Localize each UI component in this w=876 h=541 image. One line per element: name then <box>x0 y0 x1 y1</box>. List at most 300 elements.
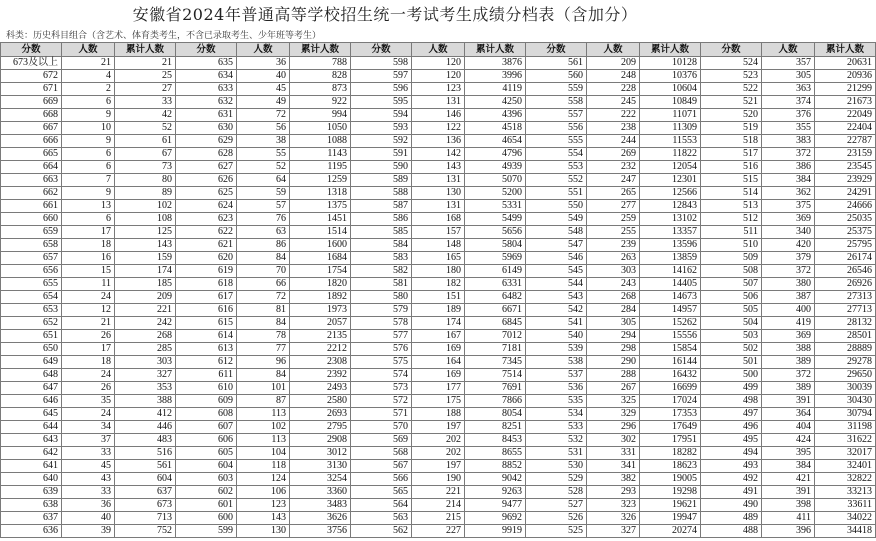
cumulative-cell: 1195 <box>290 161 351 174</box>
count-cell: 81 <box>237 304 290 317</box>
score-cell: 665 <box>1 148 62 161</box>
count-cell: 143 <box>412 161 465 174</box>
cumulative-cell: 19947 <box>640 512 701 525</box>
score-cell: 502 <box>701 343 762 356</box>
score-cell: 556 <box>526 122 587 135</box>
score-cell: 662 <box>1 187 62 200</box>
score-cell: 626 <box>176 174 237 187</box>
score-cell: 492 <box>701 473 762 486</box>
score-header: 分数 <box>176 43 237 57</box>
count-cell: 169 <box>412 343 465 356</box>
count-cell: 9 <box>62 135 115 148</box>
score-cell: 521 <box>701 96 762 109</box>
score-cell: 544 <box>526 278 587 291</box>
cumulative-cell: 2493 <box>290 382 351 395</box>
score-cell: 587 <box>351 200 412 213</box>
cumulative-cell: 73 <box>115 161 176 174</box>
score-cell: 619 <box>176 265 237 278</box>
table-row <box>1 187 876 200</box>
score-cell: 504 <box>701 317 762 330</box>
score-cell: 526 <box>526 512 587 525</box>
score-cell: 507 <box>701 278 762 291</box>
table-row <box>1 278 876 291</box>
score-cell: 613 <box>176 343 237 356</box>
score-cell: 656 <box>1 265 62 278</box>
score-cell: 569 <box>351 434 412 447</box>
score-cell: 664 <box>1 161 62 174</box>
count-cell: 244 <box>587 135 640 148</box>
count-cell: 33 <box>62 447 115 460</box>
cumulative-cell: 5070 <box>465 174 526 187</box>
score-cell: 651 <box>1 330 62 343</box>
table-row <box>1 265 876 278</box>
count-cell: 411 <box>762 512 815 525</box>
cumulative-cell: 9919 <box>465 525 526 538</box>
count-cell: 130 <box>412 187 465 200</box>
count-cell: 265 <box>587 187 640 200</box>
table-row <box>1 161 876 174</box>
cumulative-cell: 26926 <box>815 278 876 291</box>
score-cell: 612 <box>176 356 237 369</box>
count-cell: 9 <box>62 187 115 200</box>
count-cell: 136 <box>412 135 465 148</box>
count-cell: 404 <box>762 421 815 434</box>
score-cell: 522 <box>701 83 762 96</box>
score-cell: 568 <box>351 447 412 460</box>
table-row <box>1 421 876 434</box>
cumulative-cell: 7514 <box>465 369 526 382</box>
score-cell: 516 <box>701 161 762 174</box>
count-cell: 21 <box>62 57 115 70</box>
score-header: 分数 <box>526 43 587 57</box>
score-cell: 562 <box>351 525 412 538</box>
score-cell: 551 <box>526 187 587 200</box>
cumulative-cell: 1600 <box>290 239 351 252</box>
cumulative-cell: 9477 <box>465 499 526 512</box>
count-cell: 298 <box>587 343 640 356</box>
count-cell: 384 <box>762 460 815 473</box>
count-cell: 288 <box>587 369 640 382</box>
score-cell: 586 <box>351 213 412 226</box>
cumulative-cell: 29650 <box>815 369 876 382</box>
count-cell: 177 <box>412 382 465 395</box>
cumulative-cell: 32822 <box>815 473 876 486</box>
count-cell: 277 <box>587 200 640 213</box>
score-cell: 538 <box>526 356 587 369</box>
score-cell: 560 <box>526 70 587 83</box>
count-cell: 72 <box>237 291 290 304</box>
score-cell: 604 <box>176 460 237 473</box>
count-cell: 26 <box>62 330 115 343</box>
count-cell: 84 <box>237 369 290 382</box>
count-cell: 39 <box>62 525 115 538</box>
score-cell: 495 <box>701 434 762 447</box>
score-cell: 534 <box>526 408 587 421</box>
count-cell: 6 <box>62 213 115 226</box>
count-cell: 13 <box>62 200 115 213</box>
cumulative-cell: 6845 <box>465 317 526 330</box>
count-cell: 284 <box>587 304 640 317</box>
score-cell: 488 <box>701 525 762 538</box>
score-cell: 615 <box>176 317 237 330</box>
count-cell: 290 <box>587 356 640 369</box>
count-cell: 355 <box>762 122 815 135</box>
cumulative-cell: 4396 <box>465 109 526 122</box>
cumulative-cell: 353 <box>115 382 176 395</box>
count-cell: 293 <box>587 486 640 499</box>
score-cell: 523 <box>701 70 762 83</box>
cumulative-cell: 80 <box>115 174 176 187</box>
count-cell: 52 <box>237 161 290 174</box>
cumulative-cell: 516 <box>115 447 176 460</box>
cumulative-cell: 3012 <box>290 447 351 460</box>
cumulative-cell: 1684 <box>290 252 351 265</box>
cumulative-cell: 3130 <box>290 460 351 473</box>
cumulative-cell: 446 <box>115 421 176 434</box>
cumulative-cell: 67 <box>115 148 176 161</box>
score-cell: 520 <box>701 109 762 122</box>
score-cell: 527 <box>526 499 587 512</box>
cumulative-cell: 6331 <box>465 278 526 291</box>
cumulative-cell: 1754 <box>290 265 351 278</box>
cumulative-cell: 637 <box>115 486 176 499</box>
count-cell: 305 <box>587 317 640 330</box>
cumulative-cell: 24291 <box>815 187 876 200</box>
score-cell: 525 <box>526 525 587 538</box>
score-distribution-table <box>0 42 876 538</box>
count-cell: 202 <box>412 434 465 447</box>
score-cell: 640 <box>1 473 62 486</box>
table-row <box>1 70 876 83</box>
score-cell: 625 <box>176 187 237 200</box>
score-cell: 494 <box>701 447 762 460</box>
count-cell: 24 <box>62 408 115 421</box>
cumulative-cell: 1820 <box>290 278 351 291</box>
table-row <box>1 148 876 161</box>
count-cell: 209 <box>587 57 640 70</box>
cumulative-cell: 2580 <box>290 395 351 408</box>
score-cell: 599 <box>176 525 237 538</box>
cumulative-cell: 9263 <box>465 486 526 499</box>
cumulative-cell: 25 <box>115 70 176 83</box>
count-cell: 64 <box>237 174 290 187</box>
count-cell: 375 <box>762 200 815 213</box>
score-cell: 497 <box>701 408 762 421</box>
score-cell: 623 <box>176 213 237 226</box>
cumulative-cell: 174 <box>115 265 176 278</box>
score-cell: 600 <box>176 512 237 525</box>
cumulative-cell: 828 <box>290 70 351 83</box>
score-cell: 658 <box>1 239 62 252</box>
cumulative-cell: 7181 <box>465 343 526 356</box>
score-cell: 571 <box>351 408 412 421</box>
count-cell: 6 <box>62 148 115 161</box>
score-cell: 573 <box>351 382 412 395</box>
count-cell: 389 <box>762 356 815 369</box>
score-cell: 590 <box>351 161 412 174</box>
score-cell: 537 <box>526 369 587 382</box>
score-cell: 513 <box>701 200 762 213</box>
score-cell: 517 <box>701 148 762 161</box>
header-row <box>1 43 876 57</box>
cumulative-cell: 2795 <box>290 421 351 434</box>
score-cell: 514 <box>701 187 762 200</box>
cumulative-cell: 26546 <box>815 265 876 278</box>
score-cell: 564 <box>351 499 412 512</box>
count-cell: 6 <box>62 96 115 109</box>
count-cell: 382 <box>587 473 640 486</box>
cumulative-cell: 788 <box>290 57 351 70</box>
score-cell: 602 <box>176 486 237 499</box>
cumulative-header: 累计人数 <box>815 43 876 57</box>
count-cell: 24 <box>62 291 115 304</box>
score-cell: 491 <box>701 486 762 499</box>
count-cell: 165 <box>412 252 465 265</box>
score-cell: 581 <box>351 278 412 291</box>
cumulative-cell: 673 <box>115 499 176 512</box>
cumulative-cell: 125 <box>115 226 176 239</box>
score-cell: 647 <box>1 382 62 395</box>
score-cell: 633 <box>176 83 237 96</box>
count-cell: 143 <box>237 512 290 525</box>
page-title: 安徽省2024年普通高等学校招生统一考试考生成绩分档表（含加分） <box>132 5 638 24</box>
score-cell: 661 <box>1 200 62 213</box>
score-cell: 648 <box>1 369 62 382</box>
score-cell: 672 <box>1 70 62 83</box>
count-cell: 18 <box>62 356 115 369</box>
cumulative-cell: 34418 <box>815 525 876 538</box>
score-cell: 639 <box>1 486 62 499</box>
score-cell: 607 <box>176 421 237 434</box>
cumulative-cell: 1451 <box>290 213 351 226</box>
count-cell: 167 <box>412 330 465 343</box>
count-cell: 76 <box>237 213 290 226</box>
count-cell: 396 <box>762 525 815 538</box>
score-cell: 591 <box>351 148 412 161</box>
table-row <box>1 174 876 187</box>
count-cell: 24 <box>62 369 115 382</box>
score-cell: 559 <box>526 83 587 96</box>
cumulative-cell: 7345 <box>465 356 526 369</box>
score-cell: 532 <box>526 434 587 447</box>
count-cell: 168 <box>412 213 465 226</box>
cumulative-cell: 1050 <box>290 122 351 135</box>
count-cell: 17 <box>62 226 115 239</box>
count-cell: 239 <box>587 239 640 252</box>
count-cell: 123 <box>412 83 465 96</box>
count-cell: 326 <box>587 512 640 525</box>
cumulative-cell: 11309 <box>640 122 701 135</box>
count-cell: 148 <box>412 239 465 252</box>
cumulative-cell: 3626 <box>290 512 351 525</box>
score-cell: 628 <box>176 148 237 161</box>
count-cell: 55 <box>237 148 290 161</box>
cumulative-cell: 2908 <box>290 434 351 447</box>
cumulative-cell: 24666 <box>815 200 876 213</box>
cumulative-cell: 1514 <box>290 226 351 239</box>
count-cell: 102 <box>237 421 290 434</box>
score-cell: 654 <box>1 291 62 304</box>
cumulative-cell: 12054 <box>640 161 701 174</box>
cumulative-cell: 4518 <box>465 122 526 135</box>
cumulative-cell: 18623 <box>640 460 701 473</box>
cumulative-cell: 242 <box>115 317 176 330</box>
cumulative-cell: 6671 <box>465 304 526 317</box>
cumulative-cell: 412 <box>115 408 176 421</box>
cumulative-cell: 20274 <box>640 525 701 538</box>
count-cell: 267 <box>587 382 640 395</box>
cumulative-cell: 388 <box>115 395 176 408</box>
score-cell: 496 <box>701 421 762 434</box>
score-cell: 535 <box>526 395 587 408</box>
cumulative-cell: 1143 <box>290 148 351 161</box>
count-cell: 49 <box>237 96 290 109</box>
cumulative-cell: 3254 <box>290 473 351 486</box>
count-cell: 386 <box>762 161 815 174</box>
cumulative-cell: 52 <box>115 122 176 135</box>
score-cell: 643 <box>1 434 62 447</box>
cumulative-cell: 327 <box>115 369 176 382</box>
cumulative-cell: 23159 <box>815 148 876 161</box>
count-cell: 420 <box>762 239 815 252</box>
cumulative-cell: 2135 <box>290 330 351 343</box>
count-cell: 340 <box>762 226 815 239</box>
count-cell: 33 <box>62 486 115 499</box>
cumulative-cell: 159 <box>115 252 176 265</box>
score-cell: 547 <box>526 239 587 252</box>
score-cell: 565 <box>351 486 412 499</box>
score-cell: 579 <box>351 304 412 317</box>
score-cell: 540 <box>526 330 587 343</box>
count-cell: 86 <box>237 239 290 252</box>
cumulative-header: 累计人数 <box>115 43 176 57</box>
table-row <box>1 512 876 525</box>
cumulative-cell: 268 <box>115 330 176 343</box>
count-cell: 341 <box>587 460 640 473</box>
count-cell: 169 <box>412 369 465 382</box>
score-cell: 621 <box>176 239 237 252</box>
cumulative-cell: 27313 <box>815 291 876 304</box>
cumulative-cell: 4654 <box>465 135 526 148</box>
cumulative-cell: 1375 <box>290 200 351 213</box>
count-cell: 374 <box>762 96 815 109</box>
cumulative-cell: 4796 <box>465 148 526 161</box>
cumulative-cell: 17353 <box>640 408 701 421</box>
count-cell: 104 <box>237 447 290 460</box>
count-cell: 63 <box>237 226 290 239</box>
cumulative-cell: 3756 <box>290 525 351 538</box>
table-body <box>1 57 876 538</box>
cumulative-cell: 185 <box>115 278 176 291</box>
count-cell: 45 <box>62 460 115 473</box>
score-cell: 596 <box>351 83 412 96</box>
count-cell: 357 <box>762 57 815 70</box>
score-cell: 603 <box>176 473 237 486</box>
cumulative-cell: 15262 <box>640 317 701 330</box>
cumulative-cell: 16699 <box>640 382 701 395</box>
score-cell: 606 <box>176 434 237 447</box>
count-cell: 40 <box>237 70 290 83</box>
cumulative-cell: 8453 <box>465 434 526 447</box>
count-cell: 120 <box>412 70 465 83</box>
cumulative-cell: 19621 <box>640 499 701 512</box>
cumulative-cell: 18282 <box>640 447 701 460</box>
score-cell: 668 <box>1 109 62 122</box>
score-cell: 503 <box>701 330 762 343</box>
score-cell: 536 <box>526 382 587 395</box>
table-row <box>1 252 876 265</box>
count-cell: 26 <box>62 382 115 395</box>
cumulative-cell: 17649 <box>640 421 701 434</box>
count-cell: 369 <box>762 330 815 343</box>
table-row <box>1 83 876 96</box>
cumulative-cell: 5499 <box>465 213 526 226</box>
cumulative-cell: 143 <box>115 239 176 252</box>
cumulative-cell: 9042 <box>465 473 526 486</box>
score-cell: 510 <box>701 239 762 252</box>
score-cell: 566 <box>351 473 412 486</box>
score-cell: 634 <box>176 70 237 83</box>
cumulative-cell: 3483 <box>290 499 351 512</box>
cumulative-cell: 483 <box>115 434 176 447</box>
count-cell: 369 <box>762 213 815 226</box>
count-cell: 175 <box>412 395 465 408</box>
count-cell: 106 <box>237 486 290 499</box>
cumulative-cell: 1088 <box>290 135 351 148</box>
count-cell: 43 <box>62 473 115 486</box>
count-cell: 122 <box>412 122 465 135</box>
count-cell: 113 <box>237 408 290 421</box>
score-cell: 629 <box>176 135 237 148</box>
score-cell: 618 <box>176 278 237 291</box>
count-cell: 123 <box>237 499 290 512</box>
score-cell: 578 <box>351 317 412 330</box>
cumulative-cell: 4939 <box>465 161 526 174</box>
cumulative-cell: 11071 <box>640 109 701 122</box>
cumulative-cell: 13859 <box>640 252 701 265</box>
cumulative-cell: 22404 <box>815 122 876 135</box>
cumulative-cell: 17024 <box>640 395 701 408</box>
score-cell: 652 <box>1 317 62 330</box>
score-cell: 515 <box>701 174 762 187</box>
table-row <box>1 239 876 252</box>
score-cell: 576 <box>351 343 412 356</box>
cumulative-cell: 14957 <box>640 304 701 317</box>
cumulative-cell: 16432 <box>640 369 701 382</box>
count-cell: 363 <box>762 83 815 96</box>
count-cell: 7 <box>62 174 115 187</box>
cumulative-cell: 23929 <box>815 174 876 187</box>
score-cell: 636 <box>1 525 62 538</box>
cumulative-cell: 15556 <box>640 330 701 343</box>
count-cell: 372 <box>762 369 815 382</box>
score-cell: 542 <box>526 304 587 317</box>
cumulative-header: 累计人数 <box>290 43 351 57</box>
count-cell: 131 <box>412 200 465 213</box>
table-row <box>1 473 876 486</box>
count-cell: 78 <box>237 330 290 343</box>
cumulative-cell: 29278 <box>815 356 876 369</box>
cumulative-cell: 13102 <box>640 213 701 226</box>
score-cell: 543 <box>526 291 587 304</box>
cumulative-cell: 22049 <box>815 109 876 122</box>
cumulative-header: 累计人数 <box>640 43 701 57</box>
count-cell: 87 <box>237 395 290 408</box>
count-cell: 245 <box>587 96 640 109</box>
score-cell: 585 <box>351 226 412 239</box>
count-cell: 384 <box>762 174 815 187</box>
count-cell: 197 <box>412 421 465 434</box>
